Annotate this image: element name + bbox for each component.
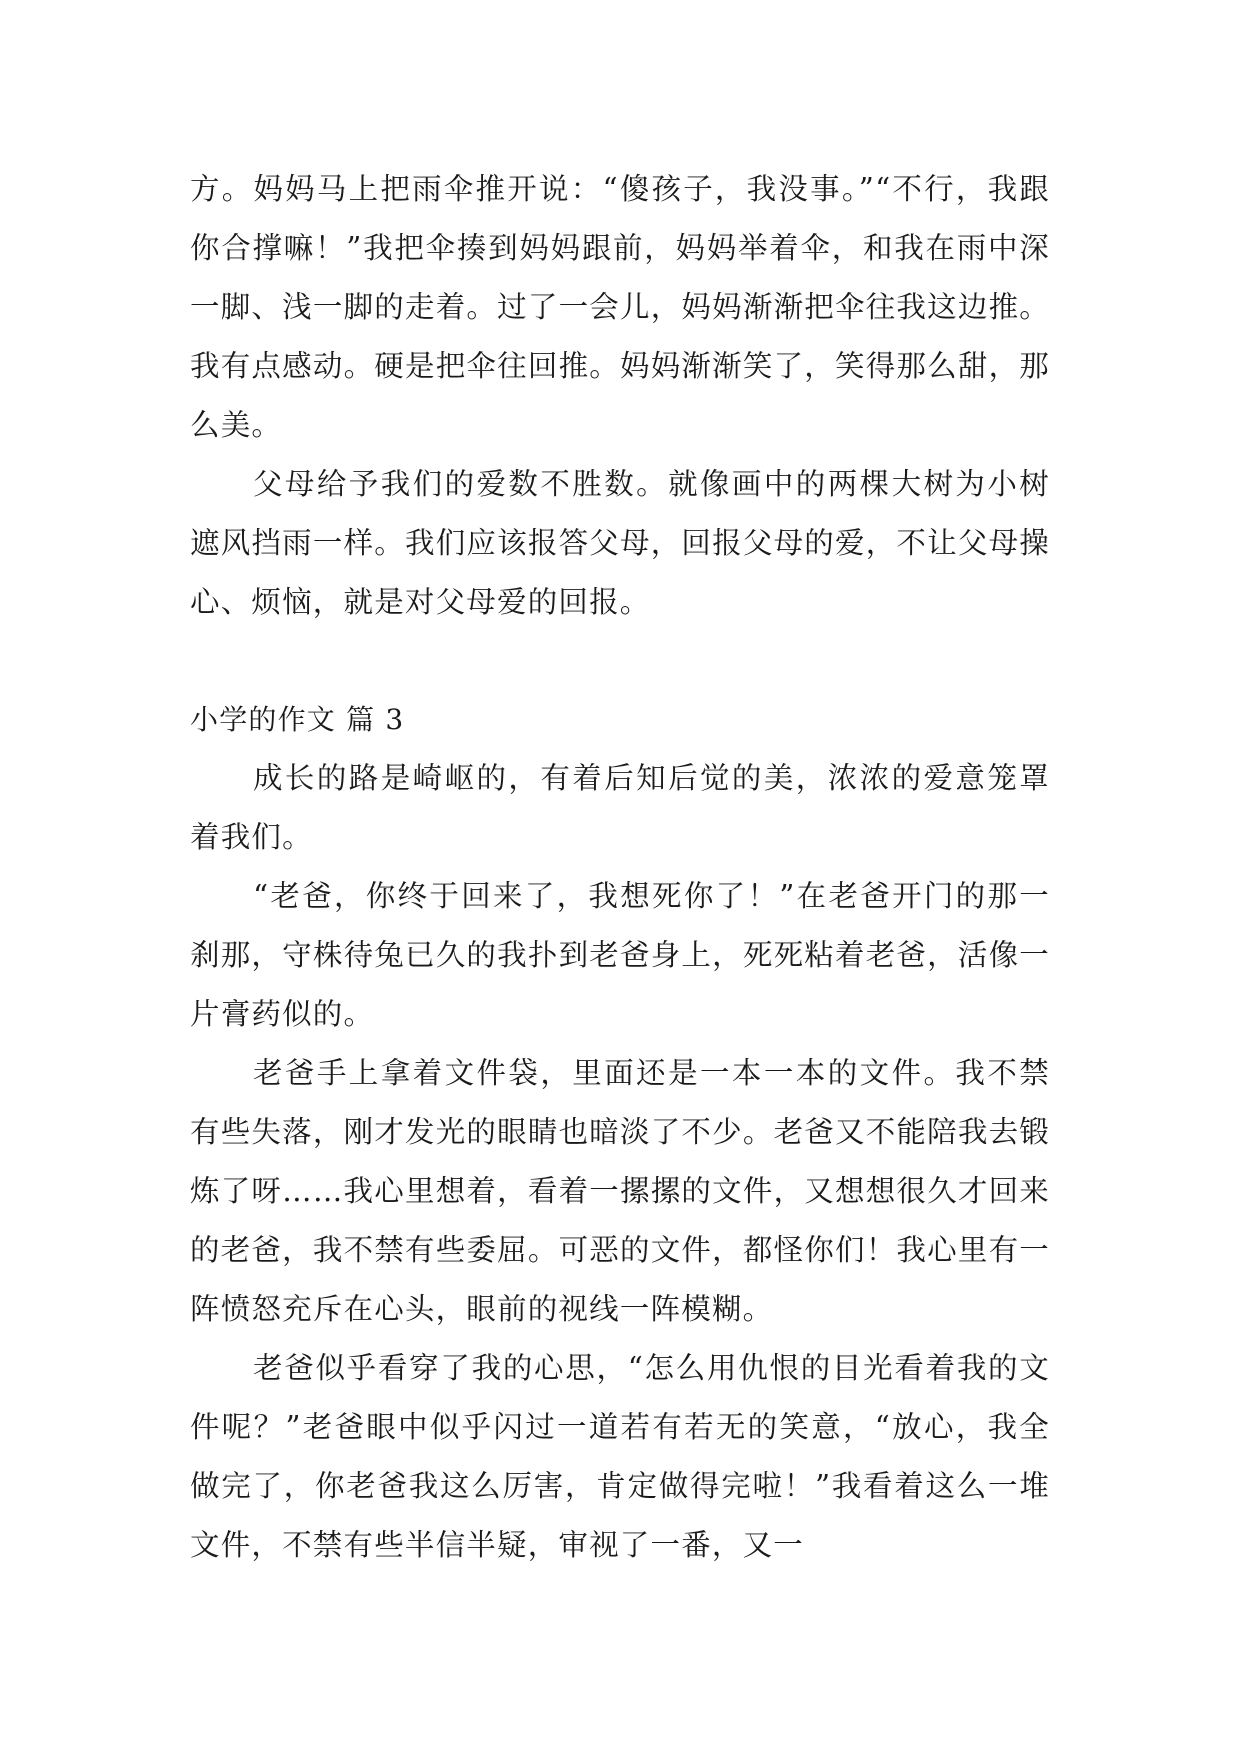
paragraph-document-bag: 老爸手上拿着文件袋，里面还是一本一本的文件。我不禁有些失落，刚才发光的眼睛也暗淡了不少。老爸又不能陪我去锻炼了呀……我心里想着，看着一摞摞的文件，又想想很久才回来的老爸，我不禁有些委屈。可恶的文件，都怪你们！我心里有一阵愤怒充斥在心头，眼前的视线一阵模糊。 [190, 1056, 1050, 1326]
paragraph-rain-umbrella: 方。妈妈马上把雨伞推开说：“傻孩子，我没事。”“不行，我跟你合撑嘛！”我把伞揍到妈妈跟前，妈妈举着伞，和我在雨中深一脚、浅一脚的走着。过了一会儿，妈妈渐渐把伞往我这边推。我有点感动。硬是把伞往回推。妈妈渐渐笑了，笑得那么甜，那么美。 [190, 172, 1050, 442]
paragraph-dad-sees-through: 老爸似乎看穿了我的心思，“怎么用仇恨的目光看着我的文件呢？”老爸眼中似乎闪过一道若有若无的笑意，“放心，我全做完了，你老爸我这么厉害，肯定做得完啦！”我看着这么一堆文件，不禁有些半信半疑，审视了一番，又一 [190, 1351, 1050, 1562]
document-body [190, 160, 1050, 1575]
section-title: 小学的作文 篇 3 [190, 703, 405, 736]
paragraph-parents-love: 父母给予我们的爱数不胜数。就像画中的两棵大树为小树遮风挡雨一样。我们应该报答父母，回报父母的爱，不让父母操心、烦恼，就是对父母爱的回报。 [190, 467, 1050, 619]
paragraph-dad-returns: “老爸，你终于回来了，我想死你了！”在老爸开门的那一刹那，守株待兔已久的我扑到老爸身上，死死粘着老爸，活像一片膏药似的。 [190, 879, 1050, 1031]
paragraph-growth-road: 成长的路是崎岖的，有着后知后觉的美，浓浓的爱意笼罩着我们。 [190, 761, 1050, 854]
